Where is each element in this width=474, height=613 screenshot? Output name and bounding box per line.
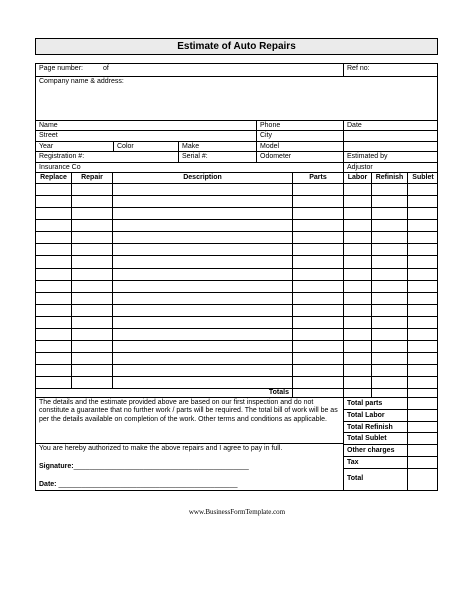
city-label: City — [260, 132, 273, 139]
row-17-parts-cell[interactable] — [292, 376, 343, 388]
row-3-sublet-cell[interactable] — [407, 207, 438, 219]
row-3-labor-cell[interactable] — [343, 207, 371, 219]
row-16-sublet-cell[interactable] — [407, 364, 438, 376]
row-2-repair-cell[interactable] — [71, 195, 112, 207]
serial-label: Serial #: — [182, 153, 208, 160]
odometer-field[interactable] — [256, 151, 343, 162]
row-15-labor-cell[interactable] — [343, 352, 371, 364]
row-6-replace-cell[interactable] — [36, 243, 71, 255]
row-16-refinish-cell[interactable] — [371, 364, 407, 376]
row-6-labor-cell[interactable] — [343, 243, 371, 255]
row-13-repair-cell[interactable] — [71, 328, 112, 340]
row-5-parts-cell[interactable] — [292, 231, 343, 243]
row-14-refinish-cell[interactable] — [371, 340, 407, 352]
registration-label: Registration #: — [39, 153, 85, 160]
row-4-sublet-cell[interactable] — [407, 219, 438, 231]
row-2-refinish-cell[interactable] — [371, 195, 407, 207]
page-number-field[interactable] — [36, 64, 343, 76]
serial-field[interactable] — [178, 151, 256, 162]
row-10-replace-cell[interactable] — [36, 292, 71, 304]
row-16-parts-cell[interactable] — [292, 364, 343, 376]
summary-value-2[interactable] — [407, 409, 438, 421]
row-15-repair-cell[interactable] — [71, 352, 112, 364]
authorization-block — [36, 443, 343, 491]
row-5-description-cell[interactable] — [112, 231, 292, 243]
row-9-sublet-cell[interactable] — [407, 280, 438, 292]
summary-label-4: Total Sublet — [343, 432, 407, 444]
row-1-parts-cell[interactable] — [292, 183, 343, 195]
row-9-replace-cell[interactable] — [36, 280, 71, 292]
row-14-labor-cell[interactable] — [343, 340, 371, 352]
row-7-sublet-cell[interactable] — [407, 255, 438, 267]
row-17-replace-cell[interactable] — [36, 376, 71, 388]
phone-field[interactable] — [256, 120, 343, 130]
row-16-repair-cell[interactable] — [71, 364, 112, 376]
row-4-refinish-cell[interactable] — [371, 219, 407, 231]
row-8-replace-cell[interactable] — [36, 268, 71, 280]
row-8-parts-cell[interactable] — [292, 268, 343, 280]
row-9-parts-cell[interactable] — [292, 280, 343, 292]
summary-label-3: Total Refinish — [343, 421, 407, 433]
row-14-sublet-cell[interactable] — [407, 340, 438, 352]
row-13-refinish-cell[interactable] — [371, 328, 407, 340]
row-15-description-cell[interactable] — [112, 352, 292, 364]
summary-label-7: Total — [343, 468, 407, 491]
estimated-by-field[interactable] — [343, 151, 438, 162]
row-7-replace-cell[interactable] — [36, 255, 71, 267]
blank-field-2[interactable] — [343, 141, 438, 151]
row-2-sublet-cell[interactable] — [407, 195, 438, 207]
color-label: Color — [117, 143, 134, 150]
col-header-sublet: Sublet — [407, 172, 438, 183]
row-16-replace-cell[interactable] — [36, 364, 71, 376]
odometer-label: Odometer — [260, 153, 292, 160]
row-1-repair-cell[interactable] — [71, 183, 112, 195]
row-10-refinish-cell[interactable] — [371, 292, 407, 304]
col-header-labor: Labor — [343, 172, 371, 183]
row-10-sublet-cell[interactable] — [407, 292, 438, 304]
row-3-description-cell[interactable] — [112, 207, 292, 219]
row-6-parts-cell[interactable] — [292, 243, 343, 255]
year-field[interactable] — [36, 141, 113, 151]
date-line[interactable]: ______________________________________________ — [58, 481, 238, 488]
registration-field[interactable] — [36, 151, 178, 162]
row-12-description-cell[interactable] — [112, 316, 292, 328]
estimate-form — [35, 63, 438, 491]
of-label: of — [103, 65, 109, 72]
row-17-repair-cell[interactable] — [71, 376, 112, 388]
row-11-repair-cell[interactable] — [71, 304, 112, 316]
summary-value-1[interactable] — [407, 397, 438, 409]
row-6-description-cell[interactable] — [112, 243, 292, 255]
row-10-parts-cell[interactable] — [292, 292, 343, 304]
row-14-repair-cell[interactable] — [71, 340, 112, 352]
row-4-parts-cell[interactable] — [292, 219, 343, 231]
row-6-refinish-cell[interactable] — [371, 243, 407, 255]
row-1-description-cell[interactable] — [112, 183, 292, 195]
row-5-labor-cell[interactable] — [343, 231, 371, 243]
row-4-repair-cell[interactable] — [71, 219, 112, 231]
row-6-repair-cell[interactable] — [71, 243, 112, 255]
row-14-description-cell[interactable] — [112, 340, 292, 352]
date-label: Date — [347, 122, 362, 129]
row-13-sublet-cell[interactable] — [407, 328, 438, 340]
row-17-labor-cell[interactable] — [343, 376, 371, 388]
summary-label-2: Total Labor — [343, 409, 407, 421]
col-header-description: Description — [112, 172, 292, 183]
row-2-description-cell[interactable] — [112, 195, 292, 207]
model-field[interactable] — [256, 141, 343, 151]
row-9-labor-cell[interactable] — [343, 280, 371, 292]
row-15-sublet-cell[interactable] — [407, 352, 438, 364]
row-12-replace-cell[interactable] — [36, 316, 71, 328]
totals-sublet-cell[interactable] — [407, 388, 438, 397]
row-15-parts-cell[interactable] — [292, 352, 343, 364]
ref-no-field[interactable] — [343, 64, 438, 76]
date-label: Date: — [39, 481, 57, 488]
row-12-repair-cell[interactable] — [71, 316, 112, 328]
row-3-refinish-cell[interactable] — [371, 207, 407, 219]
row-17-refinish-cell[interactable] — [371, 376, 407, 388]
row-2-replace-cell[interactable] — [36, 195, 71, 207]
name-label: Name — [39, 122, 58, 129]
insurance-field[interactable] — [36, 162, 343, 172]
row-9-description-cell[interactable] — [112, 280, 292, 292]
row-5-refinish-cell[interactable] — [371, 231, 407, 243]
col-header-replace: Replace — [36, 172, 71, 183]
row-4-replace-cell[interactable] — [36, 219, 71, 231]
summary-label-1: Total parts — [343, 397, 407, 409]
date-row[interactable] — [39, 480, 238, 490]
row-4-labor-cell[interactable] — [343, 219, 371, 231]
year-label: Year — [39, 143, 54, 150]
col-header-repair: Repair — [71, 172, 112, 183]
estimated-by-label: Estimated by — [347, 153, 388, 160]
row-1-sublet-cell[interactable] — [407, 183, 438, 195]
totals-labor-cell[interactable] — [343, 388, 371, 397]
row-7-labor-cell[interactable] — [343, 255, 371, 267]
signature-label: Signature: — [39, 463, 74, 470]
row-13-description-cell[interactable] — [112, 328, 292, 340]
summary-value-5[interactable] — [407, 444, 438, 456]
row-13-replace-cell[interactable] — [36, 328, 71, 340]
footer-website: www.BusinessFormTemplate.com — [188, 508, 286, 516]
authorization-text: You are hereby authorized to make the above repairs and I agree to pay in full. — [39, 445, 283, 452]
street-field[interactable] — [36, 130, 256, 141]
city-field[interactable] — [256, 130, 343, 141]
row-10-labor-cell[interactable] — [343, 292, 371, 304]
row-8-sublet-cell[interactable] — [407, 268, 438, 280]
row-6-sublet-cell[interactable] — [407, 243, 438, 255]
row-12-parts-cell[interactable] — [292, 316, 343, 328]
summary-value-7[interactable] — [407, 468, 438, 491]
row-7-refinish-cell[interactable] — [371, 255, 407, 267]
row-13-parts-cell[interactable] — [292, 328, 343, 340]
row-14-replace-cell[interactable] — [36, 340, 71, 352]
row-12-sublet-cell[interactable] — [407, 316, 438, 328]
row-3-replace-cell[interactable] — [36, 207, 71, 219]
company-label: Company name & address: — [39, 78, 124, 85]
row-8-repair-cell[interactable] — [71, 268, 112, 280]
row-15-replace-cell[interactable] — [36, 352, 71, 364]
adjustor-label: Adjustor — [347, 164, 373, 171]
date-field[interactable] — [343, 120, 438, 130]
phone-label: Phone — [260, 122, 281, 129]
street-label: Street — [39, 132, 58, 139]
row-12-refinish-cell[interactable] — [371, 316, 407, 328]
blank-field-1[interactable] — [343, 130, 438, 141]
col-header-parts: Parts — [292, 172, 343, 183]
row-11-refinish-cell[interactable] — [371, 304, 407, 316]
row-11-replace-cell[interactable] — [36, 304, 71, 316]
summary-value-4[interactable] — [407, 432, 438, 444]
totals-refinish-cell[interactable] — [371, 388, 407, 397]
row-5-replace-cell[interactable] — [36, 231, 71, 243]
row-7-description-cell[interactable] — [112, 255, 292, 267]
row-16-description-cell[interactable] — [112, 364, 292, 376]
row-10-description-cell[interactable] — [112, 292, 292, 304]
row-11-description-cell[interactable] — [112, 304, 292, 316]
disclaimer-text: The details and the estimate provided above are based on our first inspection and do not constitute a guarantee that no further work / parts will be required. The total bill of work will be as per the details available on completion of the work. Other terms and conditions as applicable. — [36, 397, 343, 443]
signature-row[interactable] — [39, 462, 249, 472]
row-8-description-cell[interactable] — [112, 268, 292, 280]
row-1-refinish-cell[interactable] — [371, 183, 407, 195]
summary-label-5: Other charges — [343, 444, 407, 456]
row-15-refinish-cell[interactable] — [371, 352, 407, 364]
row-8-labor-cell[interactable] — [343, 268, 371, 280]
make-label: Make — [182, 143, 200, 150]
insurance-label: Insurance Co — [39, 164, 81, 171]
row-16-labor-cell[interactable] — [343, 364, 371, 376]
row-9-repair-cell[interactable] — [71, 280, 112, 292]
form-title: Estimate of Auto Repairs — [35, 38, 438, 55]
row-17-description-cell[interactable] — [112, 376, 292, 388]
row-13-labor-cell[interactable] — [343, 328, 371, 340]
model-label: Model — [260, 143, 280, 150]
row-10-repair-cell[interactable] — [71, 292, 112, 304]
row-2-parts-cell[interactable] — [292, 195, 343, 207]
row-1-replace-cell[interactable] — [36, 183, 71, 195]
row-17-sublet-cell[interactable] — [407, 376, 438, 388]
col-header-refinish: Refinish — [371, 172, 407, 183]
row-5-repair-cell[interactable] — [71, 231, 112, 243]
signature-line[interactable]: _____________________________________________ — [73, 463, 249, 470]
row-3-repair-cell[interactable] — [71, 207, 112, 219]
adjustor-field[interactable] — [343, 162, 438, 172]
row-8-refinish-cell[interactable] — [371, 268, 407, 280]
totals-label: Totals — [36, 388, 292, 397]
row-11-sublet-cell[interactable] — [407, 304, 438, 316]
row-2-labor-cell[interactable] — [343, 195, 371, 207]
row-3-parts-cell[interactable] — [292, 207, 343, 219]
row-4-description-cell[interactable] — [112, 219, 292, 231]
row-12-labor-cell[interactable] — [343, 316, 371, 328]
totals-parts-cell[interactable] — [292, 388, 343, 397]
row-7-parts-cell[interactable] — [292, 255, 343, 267]
summary-label-6: Tax — [343, 456, 407, 468]
row-14-parts-cell[interactable] — [292, 340, 343, 352]
row-11-labor-cell[interactable] — [343, 304, 371, 316]
row-11-parts-cell[interactable] — [292, 304, 343, 316]
row-5-sublet-cell[interactable] — [407, 231, 438, 243]
company-address-field[interactable] — [36, 76, 437, 120]
row-7-repair-cell[interactable] — [71, 255, 112, 267]
color-field[interactable] — [113, 141, 178, 151]
page-number-label: Page number: — [39, 65, 83, 72]
row-9-refinish-cell[interactable] — [371, 280, 407, 292]
row-1-labor-cell[interactable] — [343, 183, 371, 195]
make-field[interactable] — [178, 141, 256, 151]
name-field[interactable] — [36, 120, 256, 130]
ref-no-label: Ref no: — [347, 65, 370, 72]
summary-value-6[interactable] — [407, 456, 438, 468]
summary-value-3[interactable] — [407, 421, 438, 433]
